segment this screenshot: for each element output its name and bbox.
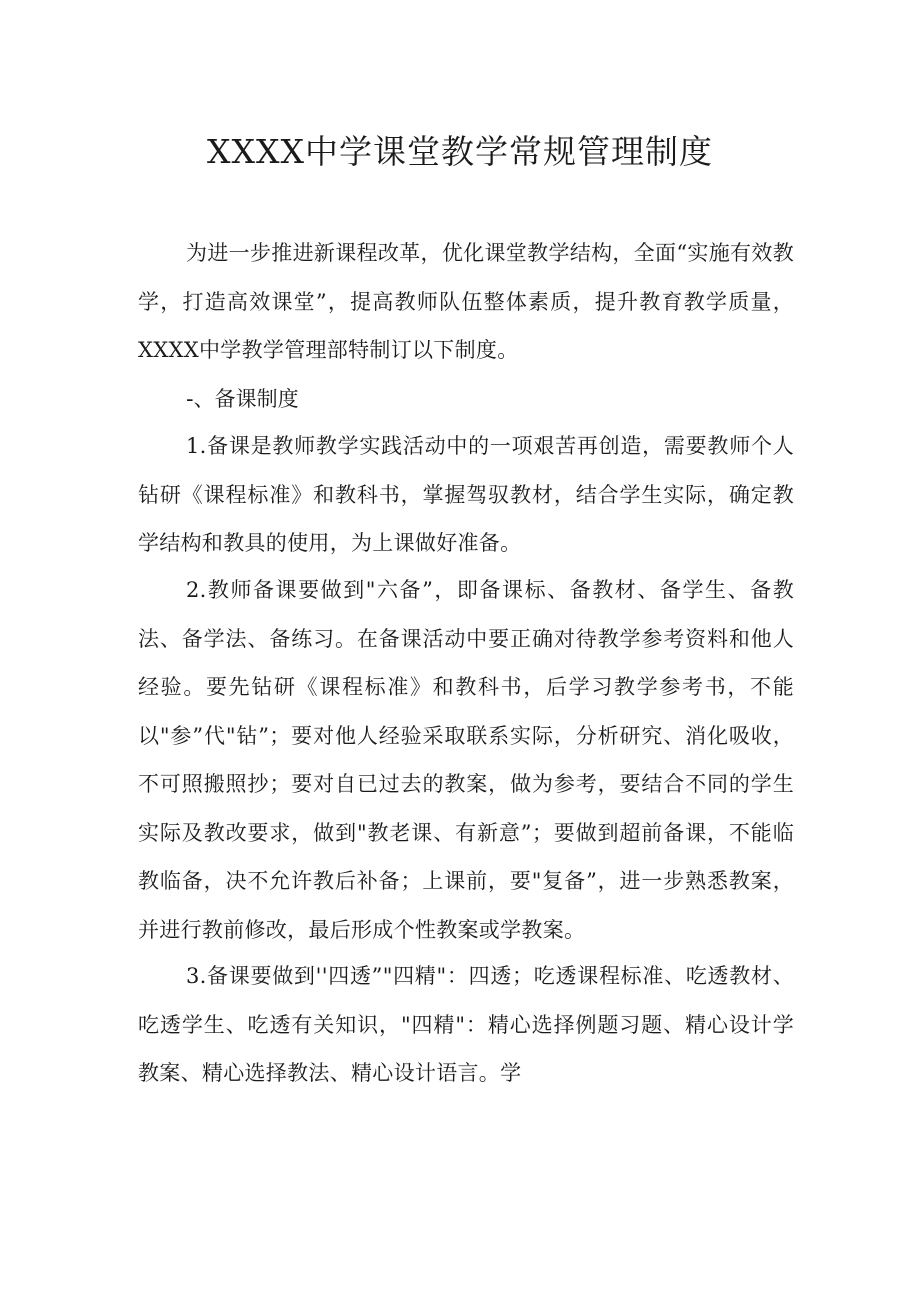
paragraph-2: 2.教师备课要做到"六备”，即备课标、备教材、备学生、备教法、备学法、备练习。在备课活动中要正确对待教学参考资料和他人经验。要先钻研《课程标准》和教科书，后学习教学参考书，不能以"参”代"钻”；要对他人经验采取联系实际，分析研究、消化吸收，不可照搬照抄；要对自已过去的教案，做为参考，要结合不同的学生实际及教改要求，做到"教老课、有新意”；要做到超前备课，不能临教临备，决不允许教后补备；上课前，要"复备”，进一步熟悉教案，并进行教前修改，最后形成个性教案或学教案。	[138, 578, 794, 942]
section-heading: -、备课制度	[186, 387, 299, 411]
paragraph-3: 3.备课要做到''四透”"四精"：四透；吃透课程标准、吃透教材、吃透学生、吃透有关知识，"四精"：精心选择例题习题、精心设计学教案、精心选择教法、精心设计语言。学	[138, 964, 794, 1085]
document-title: XXXX中学课堂教学常规管理制度	[207, 132, 713, 171]
intro-paragraph: 为进一步推进新课程改革，优化课堂教学结构，全面“实施有效教学，打造高效课堂”，提高教师队伍整体素质，提升教育教学质量，XXXX中学教学管理部特制订以下制度。	[138, 241, 794, 362]
paragraph-1: 1.备课是教师教学实践活动中的一项艰苦再创造，需要教师个人钻研《课程标准》和教科书，掌握驾驭教材，结合学生实际，确定教学结构和教具的使用，为上课做好准备。	[138, 434, 794, 555]
